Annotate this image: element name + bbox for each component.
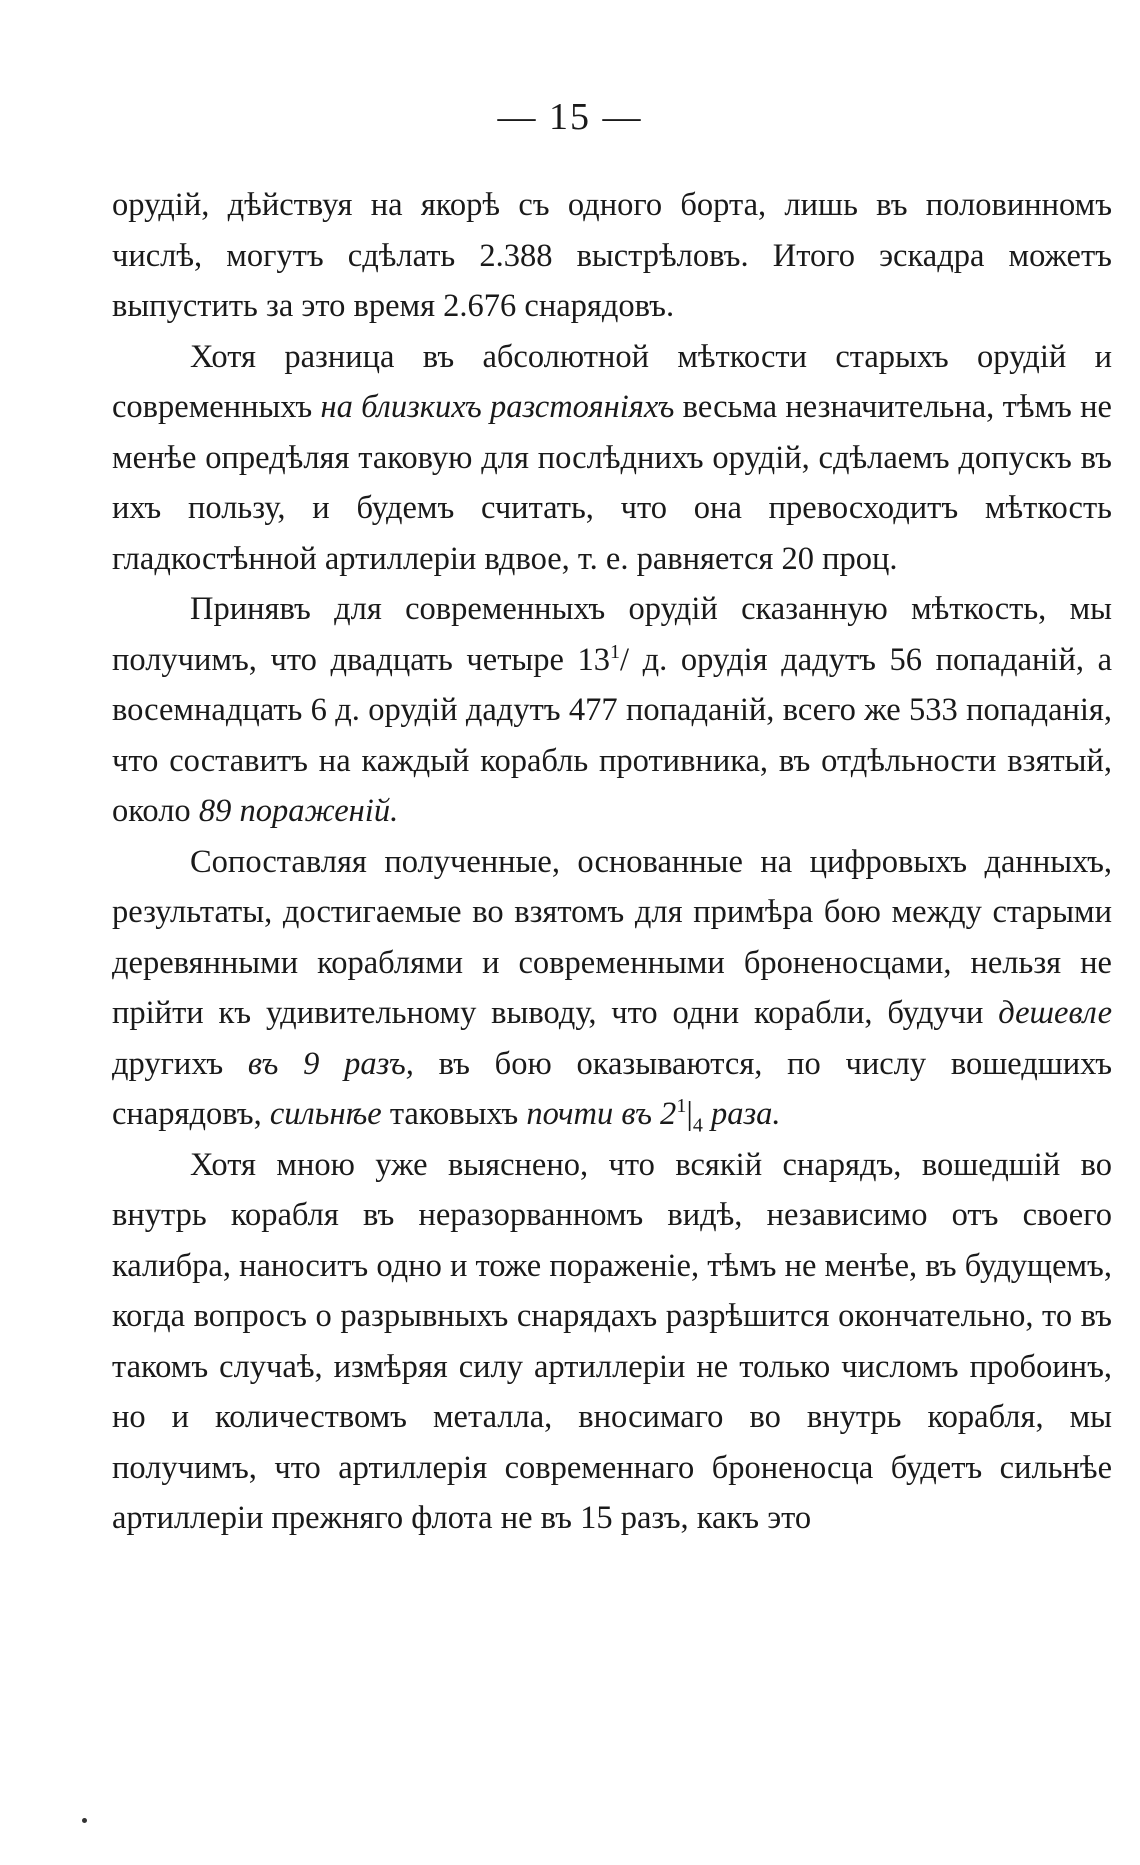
text-run: | <box>686 1096 693 1132</box>
text-run: Хотя разница въ абсолютной мѣткости старыхъ орудій и современныхъ <box>112 338 1112 425</box>
text-run: орудій, дѣйствуя на якорѣ съ одного борта, лишь въ половинномъ числѣ, могутъ сдѣлать 2.388 выстрѣловъ. Итого эскадра можетъ выпустить за это время 2.676 снарядовъ. <box>112 187 1112 324</box>
superscript: 1 <box>676 1095 687 1118</box>
italic-text: въ 9 разъ, <box>247 1045 414 1082</box>
text-run: / д. орудія дадутъ 56 попаданій, а восемнадцать 6 д. орудій дадутъ 477 попаданій, всего же 533 попаданія, что составитъ на каждый корабль противника, въ отдѣльности взятый, около <box>112 641 1112 829</box>
text-run: Хотя мною уже выяснено, что всякій снарядъ, вошедшій во внутрь корабля въ неразорванномъ видѣ, независимо отъ своего калибра, наноситъ одно и тоже пораженіе, тѣмъ не менѣе, въ будущемъ, когда вопросъ о разрывныхъ снарядахъ разрѣшится окончательно, то въ такомъ случаѣ, измѣряя силу артиллеріи не только числомъ пробоинъ, но и количествомъ металла, вносимаго во внутрь корабля, мы получимъ, что артиллерія современнаго броненосца будетъ сильнѣе артиллеріи прежняго флота не въ 15 разъ, какъ это <box>112 1146 1112 1536</box>
page-number: — 15 — <box>497 96 643 138</box>
text-run: другихъ <box>112 1045 248 1082</box>
text-run: весьма незначительна, тѣмъ не менѣе опредѣляя таковую для послѣднихъ орудій, сдѣлаемъ допускъ въ ихъ пользу, и будемъ считать, что она превосходитъ мѣткость гладкостѣнной артиллеріи вдвое, т. е. равняется 20 проц. <box>112 389 1112 577</box>
body-text <box>112 180 1112 1544</box>
paragraph-3 <box>112 584 1112 837</box>
paragraph-2 <box>112 332 1112 585</box>
paragraph-4 <box>112 837 1112 1140</box>
ink-speck <box>82 1818 87 1823</box>
italic-text: дешевле <box>998 995 1112 1031</box>
text-run: Принявъ для современныхъ орудій сказанную мѣткость, мы получимъ, что двадцать четыре 13 <box>112 591 1112 678</box>
italic-text: на близкихъ разстояніяхъ <box>320 389 675 425</box>
paragraph-5 <box>112 1140 1112 1544</box>
subscript: 4 <box>692 1114 703 1137</box>
italic-text: раза. <box>702 1096 781 1132</box>
text-run: таковыхъ <box>381 1096 527 1132</box>
superscript: 1 <box>610 640 620 663</box>
text-run: въ бою оказываются, по числу вошедшихъ снарядовъ, <box>112 1045 1112 1132</box>
italic-text: сильнѣе <box>269 1096 382 1132</box>
paragraph-1 <box>112 180 1112 332</box>
italic-text: 89 пораженій. <box>198 793 399 829</box>
italic-text: почти въ 2 <box>526 1096 677 1132</box>
text-run: Сопоставляя полученные, основанные на цифровыхъ данныхъ, результаты, достигаемые во взятомъ для примѣра бою между старыми деревянными кораблями и современными броненосцами, нельзя не прійти къ удивительному выводу, что одни корабли, будучи <box>112 843 1112 1031</box>
